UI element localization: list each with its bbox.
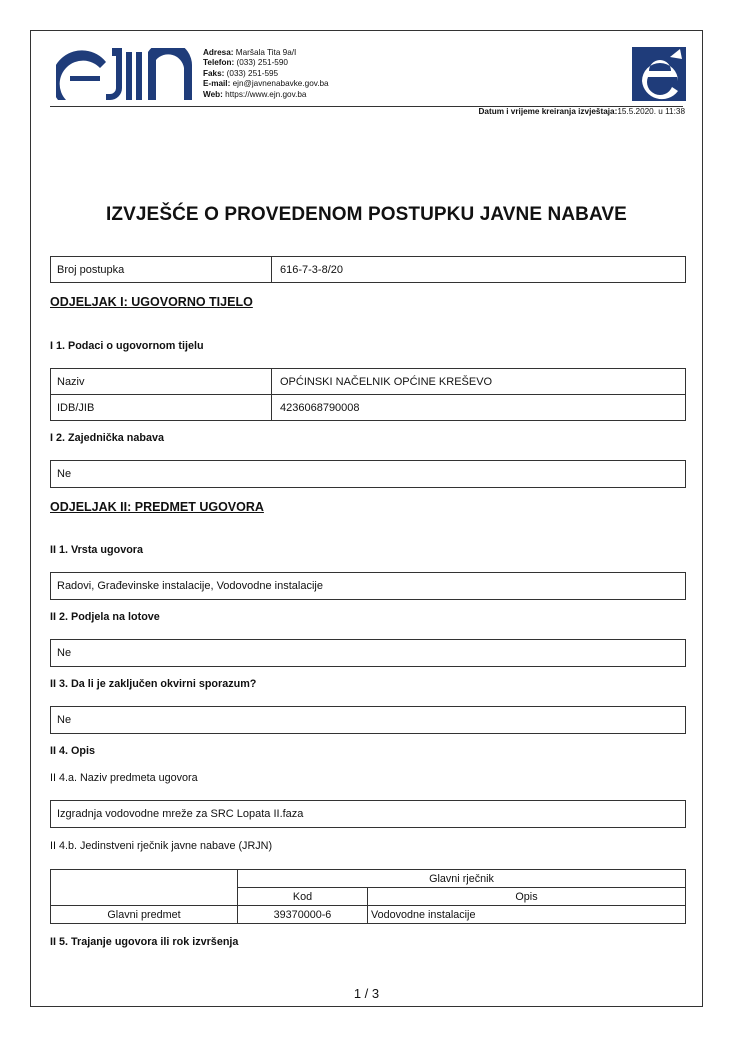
datetime-label: Datum i vrijeme kreiranja izvještaja: [478,107,618,116]
e-logo [632,47,686,101]
fax-label: Faks: [203,68,225,78]
jrjn-row-desc: Vodovodne instalacije [368,906,686,924]
email-label: E-mail: [203,79,231,89]
lots-box [50,639,686,667]
jrjn-table [50,869,686,924]
jrjn-group-header: Glavni rječnik [238,870,686,888]
jrjn-row-label: Glavni predmet [51,906,238,924]
framework-value: Ne [57,714,72,726]
lots-value: Ne [57,647,72,659]
address-value: Maršala Tita 9a/I [235,48,297,57]
ii4a-title: II 4.a. Naziv predmeta ugovora [50,772,198,784]
contracting-authority-box [50,368,686,421]
subject-name-value: Izgradnja vodovodne mreže za SRC Lopata II.faza [57,808,304,820]
ejn-logo [56,48,194,102]
procedure-number-value: 616-7-3-8/20 [280,263,343,276]
ii2-title: II 2. Podjela na lotove [50,611,160,623]
contract-type-box [50,572,686,600]
table-row [51,906,686,924]
contract-type-value: Radovi, Građevinske instalacije, Vodovodne instalacije [57,580,323,592]
email-value: ejn@javnenabavke.gov.ba [232,79,329,89]
ii5-title: II 5. Trajanje ugovora ili rok izvršenja [50,936,239,948]
name-label: Naziv [51,369,272,394]
contact-block [203,48,329,100]
jrjn-col-code: Kod [238,888,368,906]
jrjn-empty-cell [51,870,238,906]
ii4b-title: II 4.b. Jedinstveni rječnik javne nabave (JRJN) [50,840,273,852]
datetime-value: 15.5.2020. u 11:38 [617,107,685,116]
name-value: OPĆINSKI NAČELNIK OPĆINE KREŠEVO [280,375,493,388]
framework-box [50,706,686,734]
jrjn-row-code: 39370000-6 [238,906,368,924]
idb-value: 4236068790008 [280,401,360,414]
ii4-title: II 4. Opis [50,745,96,757]
i1-title: I 1. Podaci o ugovornom tijelu [50,340,204,352]
web-value: https://www.ejn.gov.ba [225,89,307,99]
report-datetime [479,107,686,116]
procedure-number-box [50,256,686,283]
jrjn-col-desc: Opis [368,888,686,906]
procedure-number-label: Broj postupka [51,257,272,282]
fax-value: (033) 251-595 [226,68,279,78]
phone-value: (033) 251-590 [236,58,288,68]
ii1-title: II 1. Vrsta ugovora [50,544,144,556]
section-2-heading: ODJELJAK II: PREDMET UGOVORA [50,500,264,514]
web-label: Web: [203,89,223,99]
phone-label: Telefon: [203,58,235,68]
i2-title: I 2. Zajednička nabava [50,432,165,444]
subject-name-box [50,800,686,828]
report-page [30,30,703,1007]
page-number: 1 / 3 [353,986,380,1001]
page-title: IZVJEŠĆE O PROVEDENOM POSTUPKU JAVNE NABAVE [106,204,627,225]
joint-procurement-box [50,460,686,488]
joint-procurement-value: Ne [57,468,72,480]
idb-label: IDB/JIB [51,395,272,420]
ii3-title: II 3. Da li je zaključen okvirni sporazum? [50,678,257,690]
section-1-heading: ODJELJAK I: UGOVORNO TIJELO [50,295,253,309]
address-label: Adresa: [203,48,234,57]
